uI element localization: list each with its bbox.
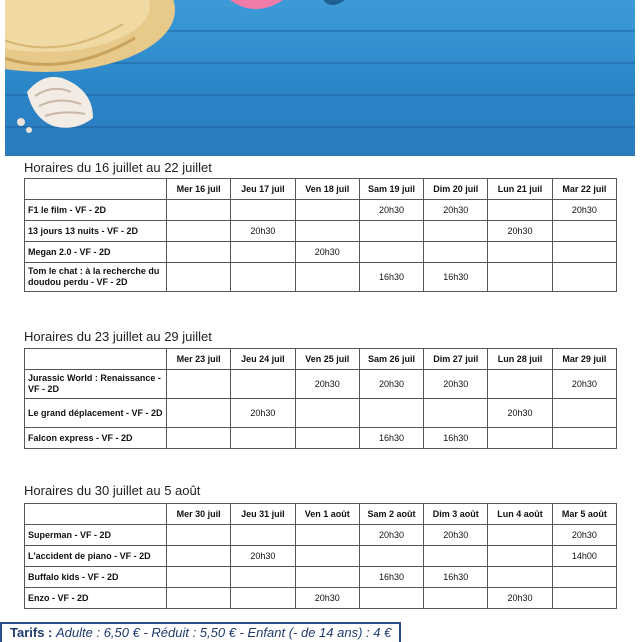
table-row (25, 428, 617, 449)
table-row (25, 525, 617, 546)
seashell-icon (27, 77, 93, 128)
table-row (25, 200, 617, 221)
showtime-cell (552, 263, 616, 292)
showtime-cell: 20h30 (424, 200, 488, 221)
showtime-cell: 20h30 (295, 242, 359, 263)
showtime-cell (488, 263, 552, 292)
showtime-cell: 20h30 (552, 200, 616, 221)
showtime-cell (488, 546, 552, 567)
table-row (25, 546, 617, 567)
showtime-cell (167, 370, 231, 399)
section-title: Horaires du 30 juillet au 5 août (24, 483, 201, 498)
film-title: Jurassic World : Renaissance - VF - 2D (25, 370, 167, 399)
showtime-cell (167, 200, 231, 221)
day-header: Sam 2 août (359, 504, 423, 525)
showtime-cell (488, 567, 552, 588)
showtime-cell: 16h30 (359, 567, 423, 588)
schedule-table (24, 348, 617, 449)
film-title: Megan 2.0 - VF - 2D (25, 242, 167, 263)
table-row (25, 588, 617, 609)
tarifs-bar (0, 622, 401, 642)
showtime-cell (295, 399, 359, 428)
showtime-cell (552, 428, 616, 449)
showtime-cell (488, 242, 552, 263)
showtime-cell (552, 588, 616, 609)
showtime-cell (424, 242, 488, 263)
showtime-cell (552, 242, 616, 263)
day-header: Ven 1 août (295, 504, 359, 525)
showtime-cell (295, 546, 359, 567)
schedule-table (24, 178, 617, 292)
table-row (25, 567, 617, 588)
showtime-cell (167, 546, 231, 567)
film-title: L'accident de piano - VF - 2D (25, 546, 167, 567)
showtime-cell: 20h30 (488, 588, 552, 609)
empty-header-cell (25, 179, 167, 200)
flip-flop-icon (230, 0, 283, 9)
day-header: Dim 27 juil (424, 349, 488, 370)
film-title: F1 le film - VF - 2D (25, 200, 167, 221)
showtime-cell (167, 567, 231, 588)
showtime-cell (167, 242, 231, 263)
showtime-cell (231, 525, 295, 546)
day-header: Mar 29 juil (552, 349, 616, 370)
showtime-cell (359, 399, 423, 428)
table-row (25, 399, 617, 428)
showtime-cell (424, 588, 488, 609)
showtime-cell (167, 221, 231, 242)
showtime-cell: 14h00 (552, 546, 616, 567)
table-row (25, 370, 617, 399)
table-row (25, 263, 617, 292)
showtime-cell (231, 567, 295, 588)
table-header-row (25, 349, 617, 370)
header-banner-image (5, 0, 635, 156)
empty-header-cell (25, 349, 167, 370)
showtime-cell (295, 200, 359, 221)
beach-banner-illustration (5, 0, 635, 156)
showtime-cell (552, 399, 616, 428)
tarifs-text: Adulte : 6,50 € - Réduit : 5,50 € - Enfant (- de 14 ans) : 4 € (56, 625, 392, 640)
showtime-cell (295, 428, 359, 449)
day-header: Dim 3 août (424, 504, 488, 525)
film-title: Enzo - VF - 2D (25, 588, 167, 609)
showtime-cell: 16h30 (359, 263, 423, 292)
showtime-cell (359, 242, 423, 263)
day-header: Lun 28 juil (488, 349, 552, 370)
showtime-cell: 20h30 (359, 525, 423, 546)
day-header: Ven 25 juil (295, 349, 359, 370)
showtime-cell: 20h30 (552, 370, 616, 399)
showtime-cell: 20h30 (231, 546, 295, 567)
showtime-cell (167, 263, 231, 292)
table-header-row (25, 179, 617, 200)
showtime-cell (488, 370, 552, 399)
showtime-cell: 20h30 (359, 370, 423, 399)
showtime-cell (231, 428, 295, 449)
showtime-cell: 20h30 (295, 588, 359, 609)
day-header: Mer 30 juil (167, 504, 231, 525)
day-header: Mer 16 juil (167, 179, 231, 200)
day-header: Lun 4 août (488, 504, 552, 525)
showtime-cell: 20h30 (424, 525, 488, 546)
showtime-cell (167, 525, 231, 546)
day-header: Jeu 24 juil (231, 349, 295, 370)
showtime-cell: 16h30 (424, 428, 488, 449)
showtime-cell (424, 221, 488, 242)
empty-header-cell (25, 504, 167, 525)
day-header: Sam 19 juil (359, 179, 423, 200)
film-title: Le grand déplacement - VF - 2D (25, 399, 167, 428)
showtime-cell: 20h30 (359, 200, 423, 221)
showtime-cell: 20h30 (231, 399, 295, 428)
showtime-cell (488, 525, 552, 546)
day-header: Jeu 31 juil (231, 504, 295, 525)
showtime-cell (295, 525, 359, 546)
day-header: Mar 22 juil (552, 179, 616, 200)
showtime-cell (424, 546, 488, 567)
showtime-cell (231, 242, 295, 263)
showtime-cell: 16h30 (359, 428, 423, 449)
showtime-cell: 20h30 (552, 525, 616, 546)
showtime-cell (359, 546, 423, 567)
showtime-cell (231, 588, 295, 609)
showtime-cell (231, 200, 295, 221)
tarifs-separator: : (44, 625, 56, 640)
showtime-cell (552, 567, 616, 588)
table-header-row (25, 504, 617, 525)
film-title: Falcon express - VF - 2D (25, 428, 167, 449)
showtime-cell: 16h30 (424, 567, 488, 588)
showtime-cell (552, 221, 616, 242)
day-header: Dim 20 juil (424, 179, 488, 200)
showtime-cell (488, 200, 552, 221)
film-title: 13 jours 13 nuits - VF - 2D (25, 221, 167, 242)
showtime-cell (167, 428, 231, 449)
film-title: Superman - VF - 2D (25, 525, 167, 546)
showtime-cell: 20h30 (295, 370, 359, 399)
schedule-table (24, 503, 617, 609)
day-header: Mer 23 juil (167, 349, 231, 370)
showtime-cell (231, 370, 295, 399)
showtime-cell (167, 399, 231, 428)
showtime-cell (295, 567, 359, 588)
showtime-cell (295, 263, 359, 292)
showtime-cell: 20h30 (488, 399, 552, 428)
showtime-cell: 20h30 (424, 370, 488, 399)
film-title: Tom le chat : à la recherche du doudou perdu - VF - 2D (25, 263, 167, 292)
showtime-cell: 20h30 (488, 221, 552, 242)
section-title: Horaires du 23 juillet au 29 juillet (24, 329, 212, 344)
section-title: Horaires du 16 juillet au 22 juillet (24, 160, 212, 175)
showtime-cell: 16h30 (424, 263, 488, 292)
table-row (25, 242, 617, 263)
straw-hat-icon (5, 0, 175, 72)
day-header: Lun 21 juil (488, 179, 552, 200)
showtime-cell (231, 263, 295, 292)
showtime-cell (295, 221, 359, 242)
showtime-cell (359, 221, 423, 242)
day-header: Jeu 17 juil (231, 179, 295, 200)
showtime-cell (488, 428, 552, 449)
tarifs-label: Tarifs (10, 625, 45, 640)
film-title: Buffalo kids - VF - 2D (25, 567, 167, 588)
showtime-cell (359, 588, 423, 609)
day-header: Ven 18 juil (295, 179, 359, 200)
day-header: Sam 26 juil (359, 349, 423, 370)
showtime-cell (424, 399, 488, 428)
showtime-cell (167, 588, 231, 609)
table-row (25, 221, 617, 242)
showtime-cell: 20h30 (231, 221, 295, 242)
day-header: Mar 5 août (552, 504, 616, 525)
